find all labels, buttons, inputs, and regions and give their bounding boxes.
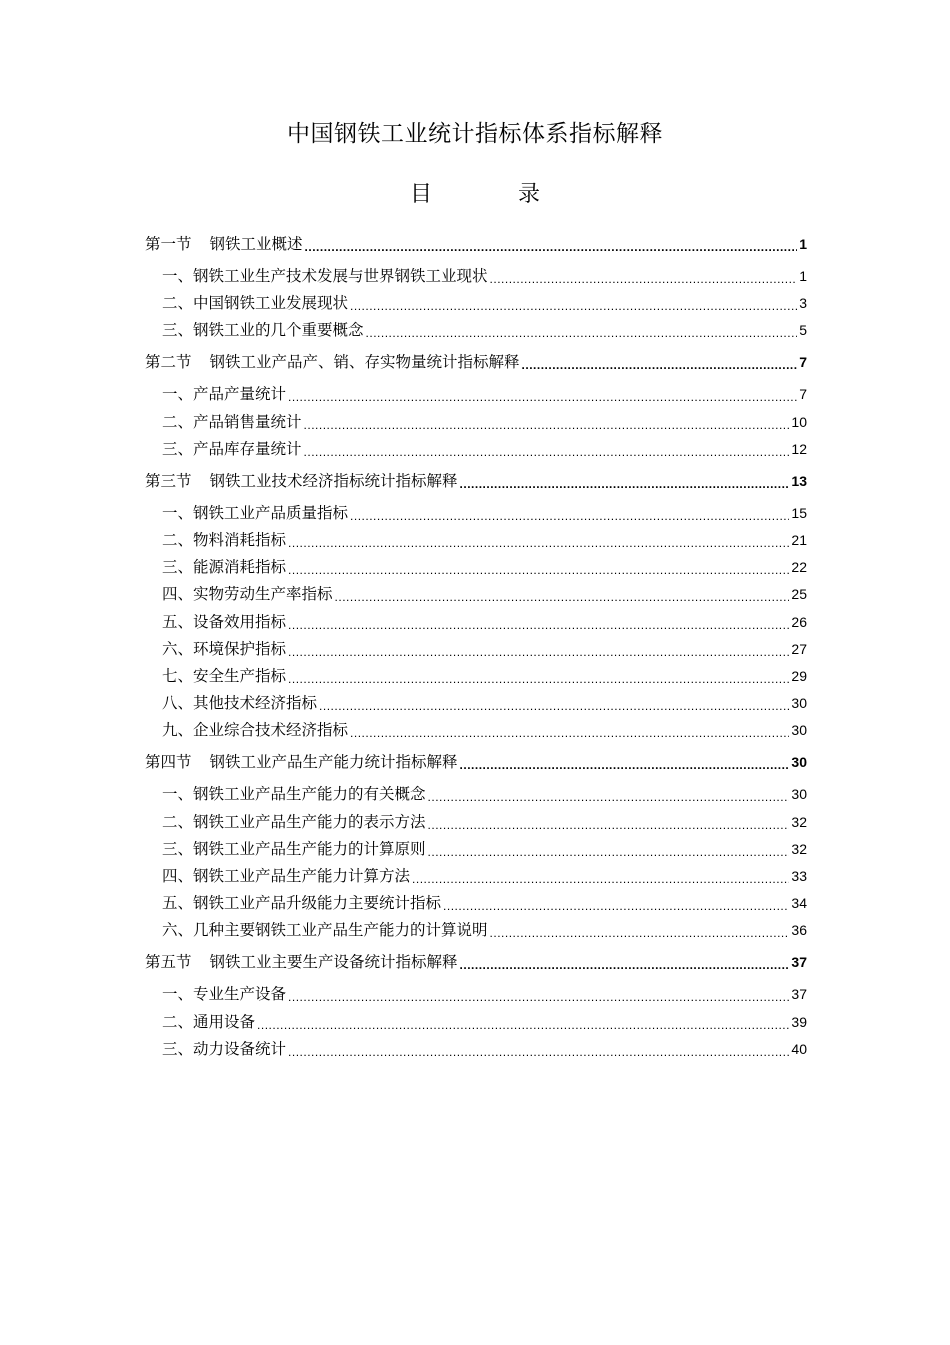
toc-entry-label: 钢铁工业概述: [209, 235, 303, 253]
toc-entry-title: [162, 527, 286, 553]
toc-entry-number: 一、: [162, 985, 194, 1004]
toc-page-number: 30: [791, 722, 807, 739]
toc-entry-label: 钢铁工业产品生产能力统计指标解释: [209, 753, 458, 772]
toc-leader-dots: [428, 815, 790, 835]
toc-entry-title: [162, 690, 317, 716]
toc-entry-number: 第三节: [145, 471, 192, 490]
toc-page-number: 12: [791, 440, 807, 457]
toc-leader-dots: [350, 723, 789, 743]
toc-entry-number: 一、: [162, 267, 194, 285]
toc-subsection-entry[interactable]: [162, 436, 807, 462]
toc-subsection-entry[interactable]: [162, 636, 807, 662]
toc-entry-label: 设备效用指标: [193, 612, 287, 631]
toc-entry-title: [162, 381, 286, 407]
toc-entry-label: 能源消耗指标: [193, 558, 287, 577]
toc-entry-title: [145, 349, 520, 375]
toc-entry-title: [162, 717, 348, 743]
toc-entry-number: 二、: [162, 812, 194, 831]
toc-entry-label: 产品销售量统计: [193, 412, 302, 431]
toc-entry-title: [162, 809, 426, 835]
toc-leader-dots: [428, 787, 790, 807]
toc-leader-dots: [428, 842, 790, 862]
toc-entry-title: [162, 317, 364, 343]
toc-entry-title: [162, 436, 302, 462]
toc-leader-dots: [460, 955, 790, 975]
toc-page-number: 1: [799, 236, 807, 252]
toc-page-number: 22: [791, 559, 807, 576]
toc-subsection-entry[interactable]: [162, 981, 807, 1007]
toc-heading: [0, 178, 950, 212]
toc-leader-dots: [460, 474, 790, 494]
toc-entry-label: 动力设备统计: [193, 1039, 287, 1058]
toc-leader-dots: [304, 442, 790, 462]
toc-page-number: 36: [791, 922, 807, 939]
toc-entry-label: 钢铁工业产品生产能力的有关概念: [193, 785, 426, 804]
toc-entry-number: 六、: [162, 921, 194, 940]
toc-page-number: 40: [791, 1040, 807, 1057]
toc-subsection-entry[interactable]: [162, 890, 807, 916]
toc-leader-dots: [460, 755, 790, 775]
toc-page-number: 21: [791, 532, 807, 548]
toc-subsection-entry[interactable]: [162, 527, 807, 553]
toc-entry-label: 产品库存量统计: [193, 439, 302, 458]
toc-entry-title: [162, 636, 286, 662]
toc-entry-number: 六、: [162, 639, 194, 658]
toc-leader-dots: [288, 987, 789, 1007]
toc-entry-title: [145, 949, 458, 975]
toc-entry-title: [145, 231, 303, 257]
toc-leader-dots: [350, 506, 789, 526]
toc-entry-title: [162, 863, 410, 889]
toc-page-number: 3: [799, 295, 807, 312]
toc-entry-number: 二、: [162, 531, 194, 549]
toc-leader-dots: [304, 415, 790, 435]
toc-entry-label: 钢铁工业的几个重要概念: [193, 321, 364, 340]
toc-entry-title: [162, 781, 426, 807]
toc-entry-title: [162, 1009, 255, 1035]
toc-page-number: 13: [791, 472, 807, 489]
toc-leader-dots: [305, 237, 798, 257]
toc-entry-number: 五、: [162, 894, 194, 913]
toc-entry-title: [162, 836, 426, 862]
toc-entry-label: 钢铁工业产品生产能力计算方法: [193, 867, 411, 885]
toc-section-entry[interactable]: [145, 231, 807, 257]
toc-entry-title: [162, 500, 348, 526]
toc-leader-dots: [412, 869, 789, 889]
toc-entry-number: 第五节: [145, 953, 192, 972]
toc-entry-title: [162, 663, 286, 689]
toc-page-number: 33: [791, 868, 807, 884]
toc-section-entry[interactable]: [145, 949, 807, 975]
toc-entry-title: [162, 581, 333, 607]
toc-entry-number: 四、: [162, 585, 194, 604]
toc-subsection-entry[interactable]: [162, 409, 807, 435]
toc-entry-label: 钢铁工业主要生产设备统计指标解释: [209, 953, 458, 972]
toc-leader-dots: [522, 355, 798, 375]
toc-entry-number: 七、: [162, 667, 194, 685]
toc-entry-label: 专业生产设备: [193, 985, 287, 1004]
toc-leader-dots: [319, 696, 789, 716]
toc-entry-number: 二、: [162, 1012, 194, 1031]
toc-entry-number: 第四节: [145, 753, 192, 772]
toc-page-number: 30: [791, 695, 807, 712]
toc-leader-dots: [443, 896, 789, 916]
toc-leader-dots: [490, 269, 798, 289]
toc-page-number: 26: [791, 613, 807, 630]
toc-subsection-entry[interactable]: [162, 781, 807, 807]
toc-entry-number: 八、: [162, 694, 194, 713]
toc-entry-label: 钢铁工业产品生产能力的计算原则: [193, 839, 426, 858]
toc-entry-title: [162, 609, 286, 635]
toc-subsection-entry[interactable]: [162, 1036, 807, 1062]
toc-leader-dots: [288, 533, 789, 553]
toc-leader-dots: [288, 615, 789, 635]
toc-page-number: 30: [791, 754, 807, 771]
toc-page-number: 1: [799, 268, 807, 284]
toc-entry-number: 九、: [162, 721, 194, 740]
toc-leader-dots: [288, 669, 789, 689]
toc-entry-number: 二、: [162, 294, 194, 313]
toc-entry-label: 企业综合技术经济指标: [193, 721, 349, 740]
toc-leader-dots: [288, 642, 789, 662]
toc-subsection-entry[interactable]: [162, 263, 807, 289]
toc-leader-dots: [366, 323, 798, 343]
toc-page-number: 27: [791, 640, 807, 657]
toc-leader-dots: [288, 387, 797, 407]
toc-section-entry[interactable]: [145, 349, 807, 375]
toc-leader-dots: [257, 1015, 789, 1035]
toc-page-number: 34: [791, 895, 807, 912]
toc-entry-number: 三、: [162, 1039, 194, 1058]
toc-subsection-entry[interactable]: [162, 717, 807, 743]
toc-entry-label: 钢铁工业技术经济指标统计指标解释: [209, 471, 458, 490]
toc-subsection-entry[interactable]: [162, 290, 807, 316]
toc-entry-number: 第二节: [145, 353, 192, 372]
toc-subsection-entry[interactable]: [162, 381, 807, 407]
toc-page-number: 29: [791, 668, 807, 684]
toc-page-number: 39: [791, 1013, 807, 1030]
toc-entry-label: 钢铁工业产品质量指标: [193, 503, 349, 522]
toc-subsection-entry[interactable]: [162, 836, 807, 862]
toc-entry-label: 钢铁工业产品生产能力的表示方法: [193, 812, 426, 831]
toc-page-number: 37: [791, 954, 807, 971]
toc-entry-label: 环境保护指标: [193, 639, 287, 658]
toc-subsection-entry[interactable]: [162, 317, 807, 343]
toc-entry-number: 一、: [162, 503, 194, 522]
toc-page-number: 25: [791, 586, 807, 603]
toc-subsection-entry[interactable]: [162, 663, 807, 689]
toc-entry-label: 通用设备: [193, 1012, 256, 1031]
toc-page-number: 10: [791, 413, 807, 430]
toc-entry-number: 第一节: [145, 235, 192, 253]
toc-subsection-entry[interactable]: [162, 917, 807, 943]
toc-entry-label: 几种主要钢铁工业产品生产能力的计算说明: [193, 921, 488, 940]
toc-page-number: 5: [799, 322, 807, 339]
toc-page-number: 7: [799, 354, 807, 371]
toc-entry-number: 四、: [162, 867, 194, 885]
toc-page-number: 32: [791, 813, 807, 830]
toc-entry-number: 三、: [162, 558, 194, 577]
toc-entry-label: 实物劳动生产率指标: [193, 585, 333, 604]
toc-subsection-entry[interactable]: [162, 581, 807, 607]
toc-leader-dots: [288, 1042, 789, 1062]
toc-subsection-entry[interactable]: [162, 554, 807, 580]
toc-entry-number: 三、: [162, 321, 194, 340]
toc-entry-label: 产品产量统计: [193, 385, 287, 404]
toc-entry-number: 二、: [162, 412, 194, 431]
toc-entry-number: 一、: [162, 785, 194, 804]
toc-page-number: 7: [799, 386, 807, 403]
toc-heading-left: 目: [409, 182, 432, 207]
toc-section-entry[interactable]: [145, 468, 807, 494]
toc-leader-dots: [490, 923, 790, 943]
toc-section-entry[interactable]: [145, 749, 807, 775]
toc-entry-title: [145, 468, 458, 494]
toc-entry-number: 三、: [162, 439, 194, 458]
toc-subsection-entry[interactable]: [162, 809, 807, 835]
toc-entry-label: 物料消耗指标: [193, 531, 287, 549]
toc-entry-title: [162, 981, 286, 1007]
toc-entry-title: [162, 917, 488, 943]
toc-entry-title: [162, 554, 286, 580]
toc-page-number: 37: [791, 986, 807, 1003]
toc-heading-right: 录: [518, 182, 541, 207]
toc-entry-number: 一、: [162, 385, 194, 404]
toc-page-number: 32: [791, 840, 807, 857]
toc-page-number: 30: [791, 786, 807, 803]
toc-entry-label: 中国钢铁工业发展现状: [193, 294, 349, 313]
toc-leader-dots: [350, 296, 797, 316]
toc-leader-dots: [288, 560, 789, 580]
toc-subsection-entry[interactable]: [162, 609, 807, 635]
toc-entry-label: 其他技术经济指标: [193, 694, 318, 713]
toc-entry-number: 五、: [162, 612, 194, 631]
toc-entry-title: [162, 263, 488, 289]
toc-entry-title: [162, 890, 441, 916]
toc-entry-label: 安全生产指标: [193, 667, 287, 685]
toc-entry-title: [145, 749, 458, 775]
toc-page-number: 15: [791, 504, 807, 521]
document-title: 中国钢铁工业统计指标体系指标解释: [287, 121, 663, 147]
toc-entry-label: 钢铁工业产品产、销、存实物量统计指标解释: [209, 353, 520, 372]
toc-entry-title: [162, 1036, 286, 1062]
toc-subsection-entry[interactable]: [162, 690, 807, 716]
toc-entry-label: 钢铁工业产品升级能力主要统计指标: [193, 894, 442, 913]
toc-subsection-entry[interactable]: [162, 863, 807, 889]
toc-subsection-entry[interactable]: [162, 500, 807, 526]
toc-entry-label: 钢铁工业生产技术发展与世界钢铁工业现状: [193, 267, 488, 285]
toc-entry-title: [162, 409, 302, 435]
toc-subsection-entry[interactable]: [162, 1009, 807, 1035]
toc-entry-title: [162, 290, 348, 316]
toc-entry-number: 三、: [162, 839, 194, 858]
toc-leader-dots: [335, 587, 790, 607]
